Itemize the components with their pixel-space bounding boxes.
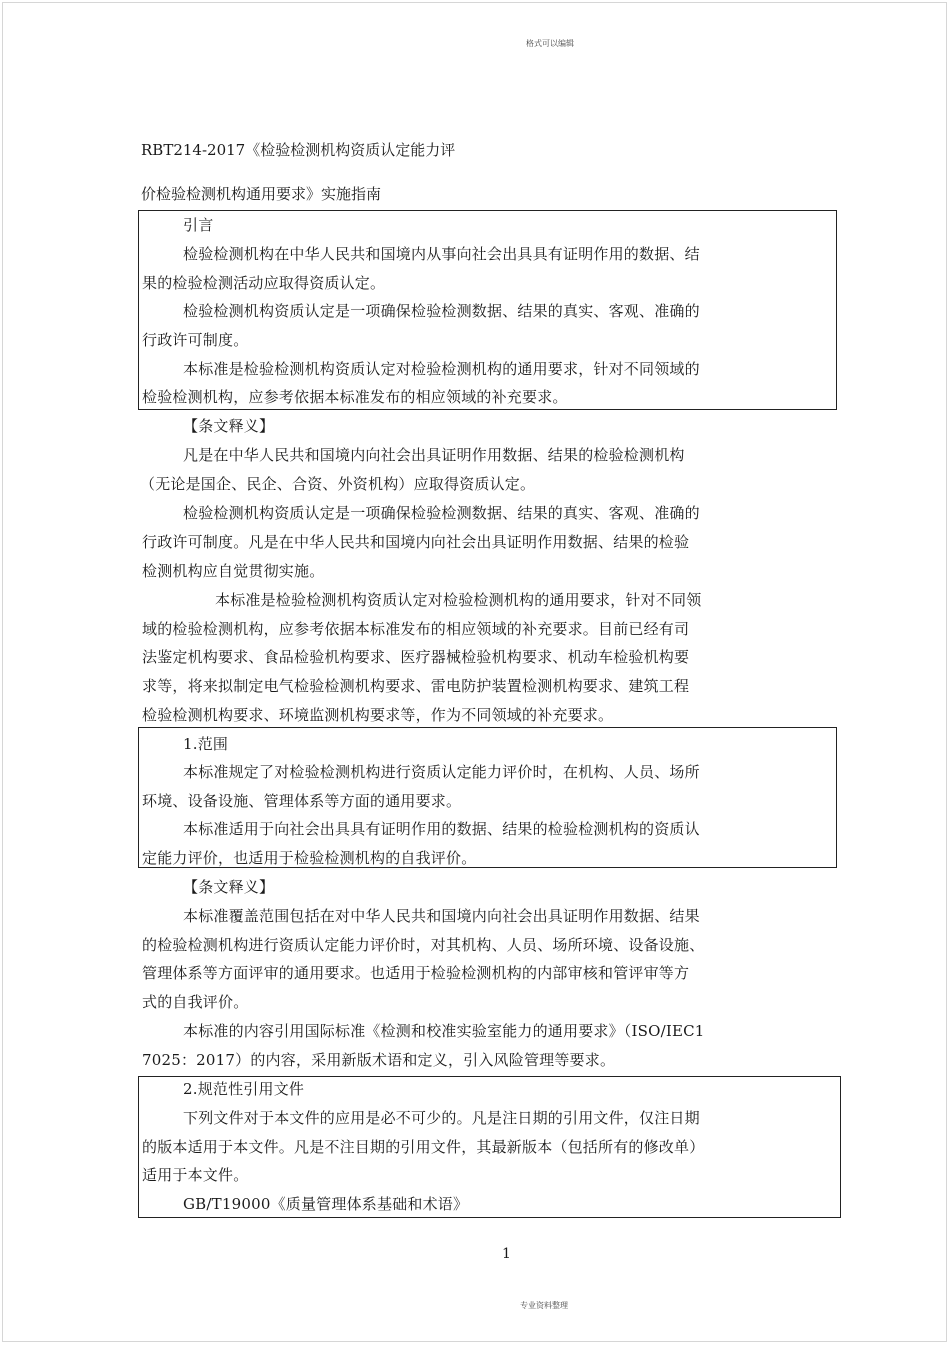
explain1-line: 凡是在中华人民共和国境内向社会出具证明作用数据、结果的检验检测机构 xyxy=(183,446,685,464)
refs-line: 适用于本文件。 xyxy=(142,1166,249,1184)
intro-line: 检验检测机构在中华人民共和国境内从事向社会出具具有证明作用的数据、结 xyxy=(183,245,700,263)
explain2-line: 本标准覆盖范围包括在对中华人民共和国境内向社会出具证明作用数据、结果 xyxy=(183,907,700,925)
explain2-line: 7025：2017）的内容，采用新版术语和定义，引入风险管理等要求。 xyxy=(142,1051,616,1069)
refs-line: 的版本适用于本文件。凡是不注目期的引用文件，其最新版本（包括所有的修改单） xyxy=(142,1138,705,1156)
explain2-line: 的检验检测机构进行资质认定能力评价时，对其机构、人员、场所环境、设备设施、 xyxy=(142,936,705,954)
explain2-line: 本标准的内容引用国际标准《检测和校准实验室能力的通用要求》（ISO/IEC1 xyxy=(183,1022,705,1040)
refs-heading: 2.规范性引用文件 xyxy=(183,1080,305,1098)
refs-line: 下列文件对于本文件的应用是必不可少的。凡是注日期的引用文件，仅注日期 xyxy=(183,1109,700,1127)
intro-line: 果的检验检测活动应取得资质认定。 xyxy=(142,274,386,292)
intro-line: 检验检测机构资质认定是一项确保检验检测数据、结果的真实、客观、准确的 xyxy=(183,302,700,320)
scope-line: 环境、设备设施、管理体系等方面的通用要求。 xyxy=(142,792,462,810)
explain1-line: 检测机构应自觉贯彻实施。 xyxy=(142,562,325,580)
intro-line: 行政许可制度。 xyxy=(142,331,249,349)
header-note: 格式可以编辑 xyxy=(526,39,574,48)
explain1-line: 检验检测机构资质认定是一项确保检验检测数据、结果的真实、客观、准确的 xyxy=(183,504,700,522)
explain1-line: （无论是国企、民企、合资、外资机构）应取得资质认定。 xyxy=(140,475,536,493)
document-title-line-2: 价检验检测机构通用要求》实施指南 xyxy=(141,185,382,203)
intro-line: 检验检测机构，应参考依据本标准发布的相应领域的补充要求。 xyxy=(142,388,568,406)
document-title-line-1: RBT214-2017《检验检测机构资质认定能力评 xyxy=(141,141,456,159)
page-number: 1 xyxy=(502,1246,511,1262)
scope-line: 定能力评价，也适用于检验检测机构的自我评价。 xyxy=(142,849,477,867)
refs-line: GB/T19000《质量管理体系基础和术语》 xyxy=(183,1195,469,1213)
scope-line: 本标准适用于向社会出具具有证明作用的数据、结果的检验检测机构的资质认 xyxy=(183,820,700,838)
scope-heading: 1.范围 xyxy=(183,735,229,753)
explain1-line: 本标准是检验检测机构资质认定对检验检测机构的通用要求，针对不同领 xyxy=(215,591,702,609)
footer-note: 专业资料整理 xyxy=(520,1301,568,1310)
explain1-line: 域的检验检测机构，应参考依据本标准发布的相应领域的补充要求。目前已经有司 xyxy=(142,620,690,638)
intro-line: 本标准是检验检测机构资质认定对检验检测机构的通用要求，针对不同领域的 xyxy=(183,360,700,378)
explain1-line: 行政许可制度。凡是在中华人民共和国境内向社会出具证明作用数据、结果的检验 xyxy=(142,533,690,551)
explain2-line: 管理体系等方面评审的通用要求。也适用于检验检测机构的内部审核和管评审等方 xyxy=(142,964,690,982)
explain1-line: 求等，将来拟制定电气检验检测机构要求、雷电防护装置检测机构要求、建筑工程 xyxy=(142,677,690,695)
intro-heading: 引言 xyxy=(183,216,214,234)
explain1-line: 检验检测机构要求、环境监测机构要求等，作为不同领域的补充要求。 xyxy=(142,706,614,724)
explain1-line: 法鉴定机构要求、食品检验机构要求、医疗器械检验机构要求、机动车检验机构要 xyxy=(142,648,690,666)
explain2-line: 式的自我评价。 xyxy=(142,993,249,1011)
explain2-heading: 【条文释义】 xyxy=(183,878,275,896)
scope-line: 本标准规定了对检验检测机构进行资质认定能力评价时，在机构、人员、场所 xyxy=(183,763,700,781)
explain1-heading: 【条文释义】 xyxy=(183,417,275,435)
